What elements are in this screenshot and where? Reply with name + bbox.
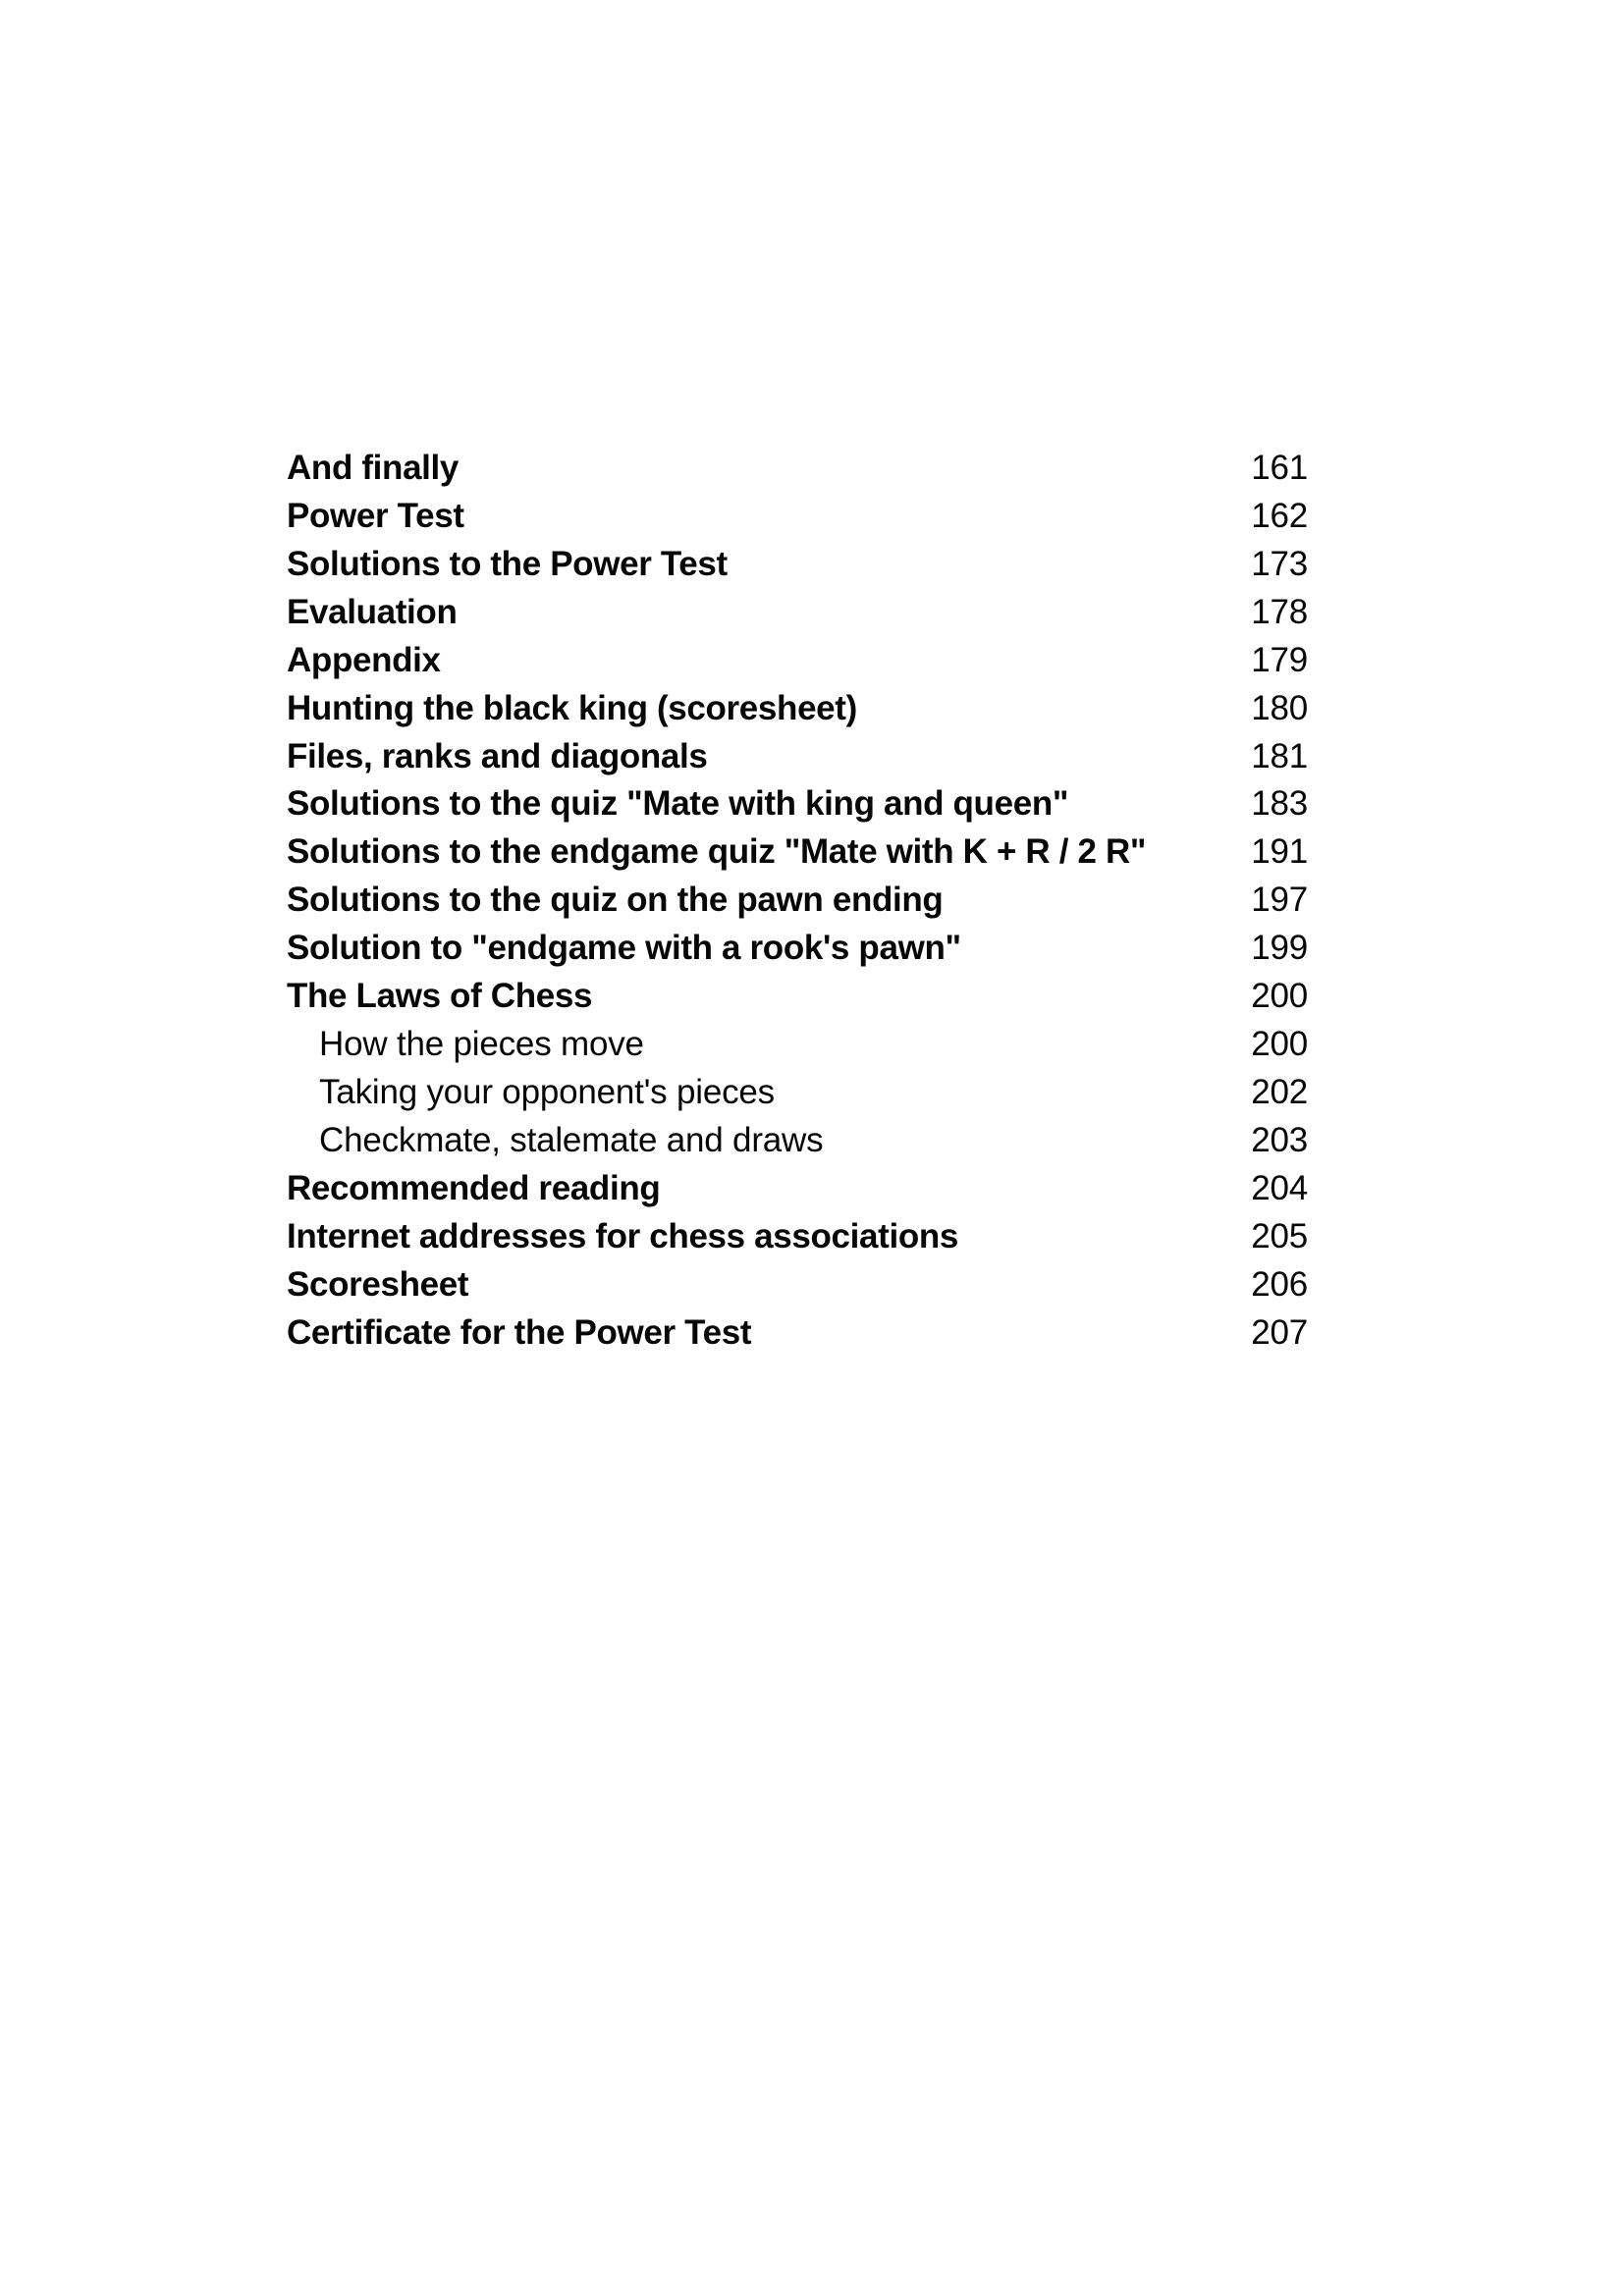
toc-row: [287, 877, 1308, 925]
toc-row: [287, 493, 1308, 541]
toc-entry-title: And finally: [287, 449, 460, 487]
toc-entry-page-number: 183: [1251, 784, 1308, 824]
toc-row: [287, 589, 1308, 637]
toc-entry-title: Solutions to the Power Test: [287, 544, 728, 583]
toc-row: [287, 780, 1308, 828]
toc-row: [287, 1165, 1308, 1213]
toc-row: [287, 925, 1308, 973]
toc-row: [287, 637, 1308, 685]
toc-entry-page-number: 197: [1251, 881, 1308, 920]
toc-entry-page-number: 161: [1251, 449, 1308, 487]
toc-row: [287, 733, 1308, 781]
toc-row: [287, 445, 1308, 493]
toc-entry-title: Recommended reading: [287, 1168, 661, 1207]
toc-entry-title: Power Test: [287, 496, 464, 535]
toc-entry-title: Files, ranks and diagonals: [287, 736, 708, 775]
toc-entry-page-number: 205: [1251, 1216, 1308, 1255]
toc-row: [287, 1069, 1308, 1117]
toc-entry-title: Evaluation: [287, 592, 458, 631]
toc-entry-title: How the pieces move: [319, 1025, 644, 1064]
toc-row: [287, 541, 1308, 589]
toc-row: [287, 685, 1308, 733]
toc-entry-page-number: 173: [1251, 544, 1308, 583]
toc-entry-title: Scoresheet: [287, 1264, 469, 1304]
toc-entry-page-number: 179: [1251, 640, 1308, 679]
toc-entry-title: Appendix: [287, 640, 441, 679]
toc-entry-title: The Laws of Chess: [287, 977, 593, 1016]
toc-row: [287, 1261, 1308, 1309]
toc-entry-title: Hunting the black king (scoresheet): [287, 688, 857, 727]
toc-entry-page-number: 178: [1251, 592, 1308, 631]
toc-entry-title: Solutions to the quiz on the pawn ending: [287, 881, 944, 920]
toc-entry-page-number: 162: [1251, 496, 1308, 535]
toc-entry-page-number: 204: [1251, 1168, 1308, 1207]
toc-list: [287, 445, 1308, 1358]
toc-entry-page-number: 203: [1251, 1120, 1308, 1159]
toc-entry-page-number: 181: [1251, 736, 1308, 775]
toc-entry-page-number: 200: [1251, 977, 1308, 1016]
toc-row: [287, 828, 1308, 877]
toc-entry-title: Solutions to the quiz "Mate with king and queen": [287, 784, 1069, 824]
toc-row: [287, 1117, 1308, 1165]
toc-entry-page-number: 199: [1251, 929, 1308, 968]
toc-entry-title: Certificate for the Power Test: [287, 1312, 752, 1352]
toc-entry-page-number: 206: [1251, 1264, 1308, 1304]
toc-entry-page-number: 202: [1251, 1072, 1308, 1111]
toc-entry-title: Solution to "endgame with a rook's pawn": [287, 929, 961, 968]
toc-entry-title: Taking your opponent's pieces: [319, 1072, 775, 1111]
toc-row: [287, 973, 1308, 1021]
toc-entry-page-number: 191: [1251, 832, 1308, 872]
toc-entry-page-number: 207: [1251, 1312, 1308, 1352]
toc-entry-title: Checkmate, stalemate and draws: [319, 1120, 824, 1159]
toc-row: [287, 1021, 1308, 1069]
toc-row: [287, 1213, 1308, 1261]
toc-row: [287, 1309, 1308, 1358]
toc-entry-title: Internet addresses for chess associations: [287, 1216, 958, 1255]
toc-entry-page-number: 200: [1251, 1025, 1308, 1064]
toc-entry-title: Solutions to the endgame quiz "Mate with K + R / 2 R": [287, 832, 1147, 872]
toc-entry-page-number: 180: [1251, 688, 1308, 727]
